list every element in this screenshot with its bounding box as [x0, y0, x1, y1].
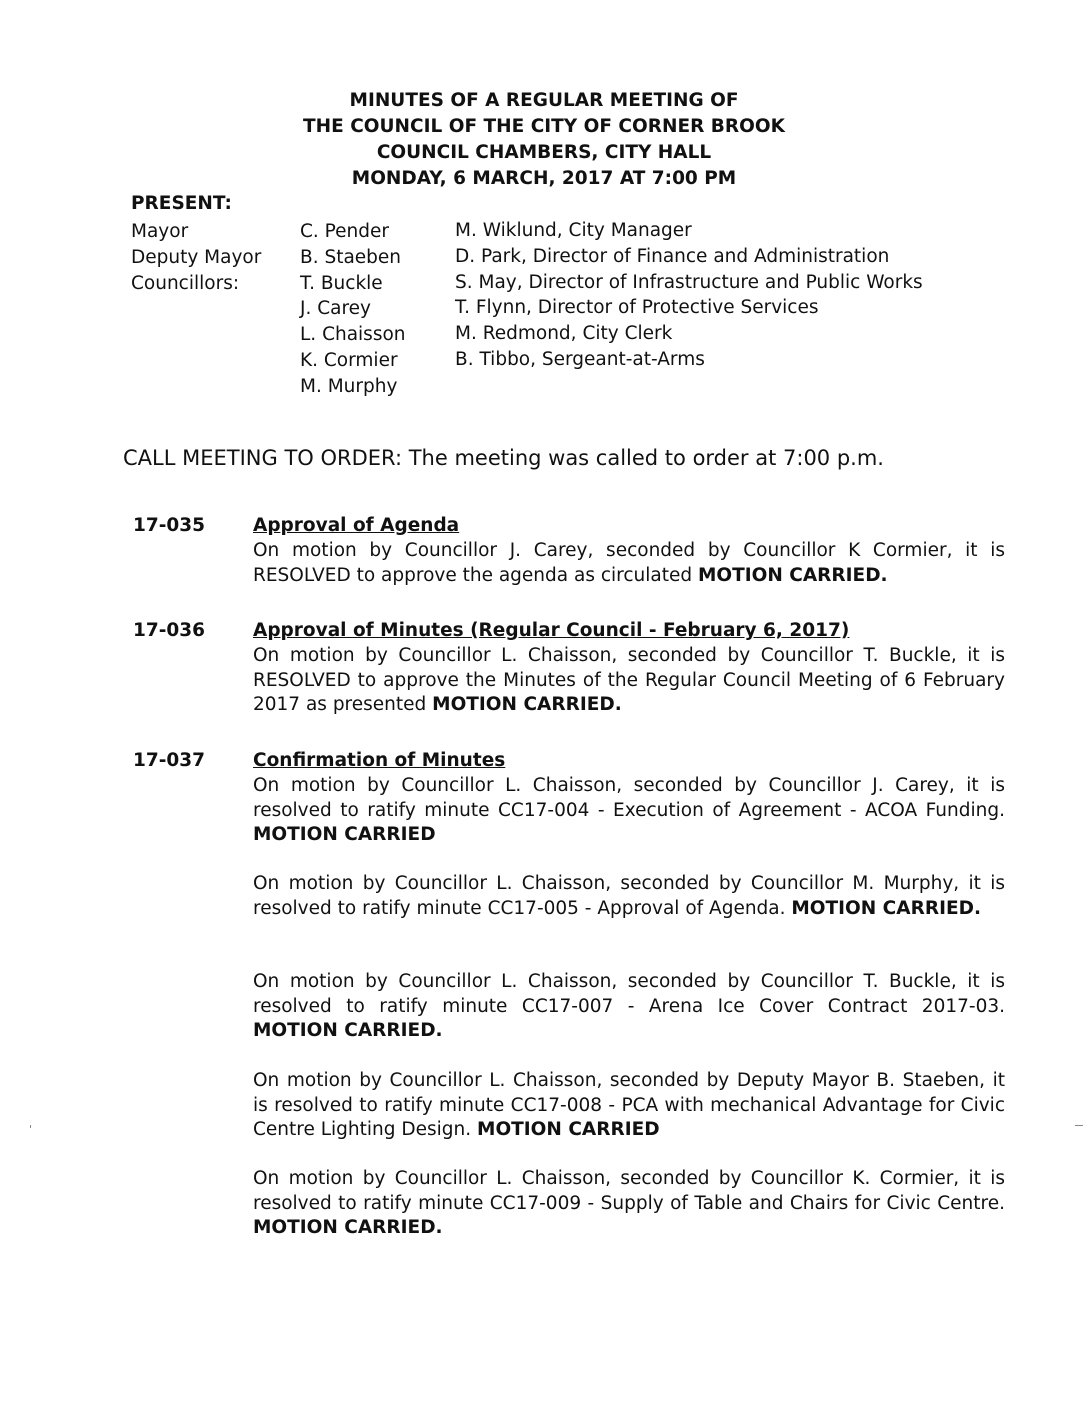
- present-title: PRESENT:: [131, 193, 232, 214]
- scan-mark: [30, 1125, 31, 1128]
- motion-paragraph: [253, 644, 1005, 718]
- motion-result: MOTION CARRIED.: [698, 564, 888, 586]
- staff-name: M. Redmond, City Clerk: [455, 323, 673, 345]
- staff-name: M. Wiklund, City Manager: [455, 220, 692, 241]
- member-name: J. Carey: [300, 298, 372, 320]
- roles-column: [131, 219, 261, 296]
- staff-name: T. Flynn, Director of Protective Services: [455, 297, 819, 319]
- motion-text: On motion by Councillor L. Chaisson, seconded by Councillor T. Buckle, it is RESOLVED to approve the Minutes of the Regular Council Meeting of 6 February 2017 as presented: [253, 645, 1005, 715]
- member-name: M. Murphy: [300, 375, 398, 397]
- staff-name: B. Tibbo, Sergeant-at-Arms: [455, 348, 705, 370]
- staff-column: [455, 218, 923, 373]
- members-column: [300, 219, 406, 400]
- motion-text: On motion by Councillor L. Chaisson, seconded by Deputy Mayor B. Staeben, it is resolved to ratify minute CC17-008 - PCA with mechanical Advantage for Civic Centre Lighting Design.: [253, 1070, 1005, 1140]
- item-title: Approval of Agenda: [253, 515, 460, 536]
- header-line-4: MONDAY, 6 MARCH, 2017 AT 7:00 PM: [351, 168, 737, 189]
- motion-paragraph: [253, 539, 1005, 588]
- member-name: B. Staeben: [300, 246, 402, 268]
- item-number: 17-035: [133, 515, 206, 536]
- motion-paragraph: [253, 1069, 1005, 1143]
- member-name: L. Chaisson: [300, 324, 406, 346]
- motion-paragraph: [253, 774, 1005, 848]
- motion-result: MOTION CARRIED.: [253, 1020, 443, 1041]
- scan-mark: [1075, 1125, 1083, 1126]
- motion-text: On motion by Councillor L. Chaisson, seconded by Councillor M. Murphy, it is resolved to ratify minute CC17-005 - Approval of Agenda.: [253, 873, 1005, 919]
- item-number: 17-036: [133, 620, 206, 641]
- motion-text: On motion by Councillor L. Chaisson, seconded by Councillor J. Carey, it is resolved to ratify minute CC17-004 - Execution of Agreement - ACOA Funding.: [253, 775, 1005, 821]
- member-name: T. Buckle: [300, 272, 383, 294]
- motion-paragraph: [253, 1167, 1005, 1241]
- motion-result: MOTION CARRIED: [477, 1119, 660, 1140]
- member-name: C. Pender: [300, 221, 390, 242]
- role-mayor: Mayor: [131, 221, 189, 242]
- document-header: [0, 88, 1088, 192]
- item-title: Confirmation of Minutes: [253, 750, 506, 771]
- header-line-3: COUNCIL CHAMBERS, CITY HALL: [376, 142, 712, 163]
- staff-name: S. May, Director of Infrastructure and Public Works: [455, 271, 923, 293]
- member-name: K. Cormier: [300, 349, 398, 371]
- role-councillors: Councillors:: [131, 272, 240, 294]
- motion-paragraph: [253, 970, 1005, 1044]
- motion-result: MOTION CARRIED.: [432, 694, 622, 715]
- motion-result: MOTION CARRIED.: [791, 897, 981, 919]
- motion-text: On motion by Councillor L. Chaisson, seconded by Councillor K. Cormier, it is resolved to ratify minute CC17-009 - Supply of Table and Chairs for Civic Centre.: [253, 1168, 1005, 1214]
- item-number: 17-037: [133, 750, 206, 771]
- call-to-order: CALL MEETING TO ORDER: The meeting was called to order at 7:00 p.m.: [123, 446, 884, 470]
- motion-text: On motion by Councillor L. Chaisson, seconded by Councillor T. Buckle, it is resolved to ratify minute CC17-007 - Arena Ice Cover Contract 2017-03.: [253, 971, 1005, 1017]
- header-line-2: THE COUNCIL OF THE CITY OF CORNER BROOK: [303, 116, 785, 137]
- header-line-1: MINUTES OF A REGULAR MEETING OF: [349, 90, 739, 111]
- motion-paragraph: [253, 872, 1005, 921]
- motion-result: MOTION CARRIED: [253, 824, 436, 845]
- motion-result: MOTION CARRIED.: [253, 1217, 443, 1238]
- motion-text: On motion by Councillor J. Carey, seconded by Councillor K Cormier, it is RESOLVED to approve the agenda as circulated: [253, 540, 1005, 586]
- role-deputy-mayor: Deputy Mayor: [131, 246, 262, 268]
- staff-name: D. Park, Director of Finance and Administration: [455, 245, 890, 267]
- item-title: Approval of Minutes (Regular Council - February 6, 2017): [253, 620, 850, 641]
